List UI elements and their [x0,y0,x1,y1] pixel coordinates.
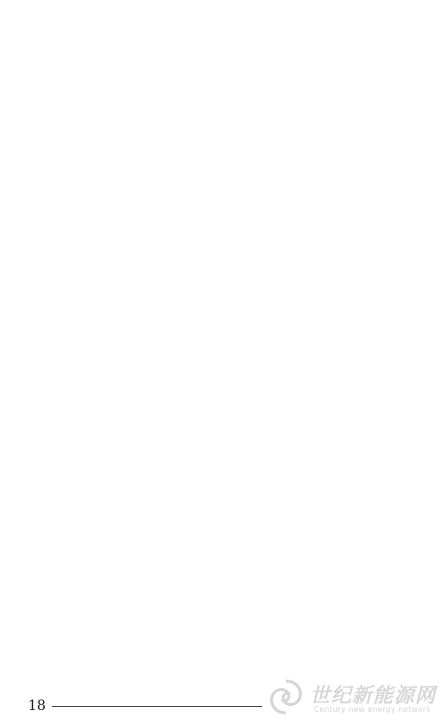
footer-rule [52,706,262,707]
page-number: 18 [28,698,46,714]
watermark-subtitle: Century new energy network [314,705,431,714]
watermark [266,675,442,719]
watermark-title: 世纪新能源网 [310,683,436,707]
swirl-logo-icon [266,677,306,717]
